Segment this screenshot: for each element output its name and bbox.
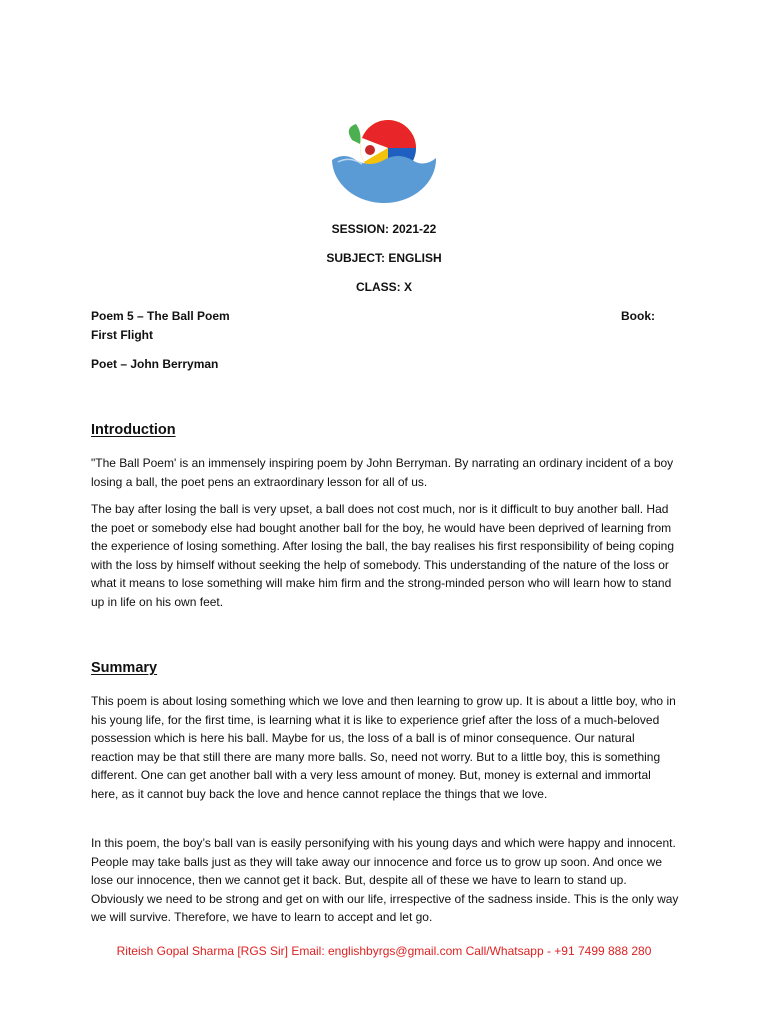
summary-paragraph-1: This poem is about losing something which we love and then learning to grow up. It is about a little boy, who in his young life, for the first time, is learning what it is like to experience grief after the loss of a much-beloved possession which is here his ball. Maybe for us, the loss of a ball is of minor consequence. Our natural reaction may be that still there are many more balls. So, need not worry. But to a little boy, this is something different. One can get another ball with a very less amount of money. But, money is external and immortal here, as it cannot buy back the love and hence cannot replace the things that we love.: [91, 694, 676, 801]
book-label: Book:: [621, 309, 655, 323]
poem-title: Poem 5 – The Ball Poem: [91, 309, 230, 323]
introduction-paragraph-1: "The Ball Poem' is an immensely inspiring poem by John Berryman. By narrating an ordinary incident of a boy losing a ball, the poet pens an extraordinary lesson for all of us.: [91, 456, 674, 489]
introduction-heading: Introduction: [91, 422, 176, 438]
poet-line: Poet – John Berryman: [91, 357, 219, 371]
ball-in-water-logo: [330, 110, 438, 206]
contact-footer: Riteish Gopal Sharma [RGS Sir] Email: englishbyrgs@gmail.com Call/Whatsapp - +91 7499 888 280: [116, 944, 652, 958]
subject-line: SUBJECT: ENGLISH: [326, 251, 442, 265]
summary-heading: Summary: [91, 660, 158, 676]
book-title: First Flight: [91, 328, 153, 342]
class-line: CLASS: X: [355, 280, 412, 294]
summary-paragraph-2: In this poem, the boy’s ball van is easily personifying with his young days and which were happy and innocent. People may take balls just as they will take away our innocence and force us to grow up soon. And once we lose our innocence, then we cannot get it back. But, despite all of these we have to learn to stand up. Obviously we need to be strong and get on with our life, irrespective of the sadness inside. This is the only way we will survive. Therefore, we have to learn to accept and let go.: [91, 836, 679, 925]
introduction-paragraph-2: The bay after losing the ball is very upset, a ball does not cost much, nor is it difficult to buy another ball. Had the poet or somebody else had bought another ball for the boy, he would have been deprived of learning from the experience of losing something. After losing the ball, the bay realises his first responsibility of being coping with the loss by himself without seeking the help of somebody. This understanding of the nature of the loss or what it means to lose something will make him firm and the strong-minded person who will learn how to stand up in life on his own feet.: [91, 502, 674, 609]
session-line: SESSION: 2021-22: [331, 222, 437, 236]
